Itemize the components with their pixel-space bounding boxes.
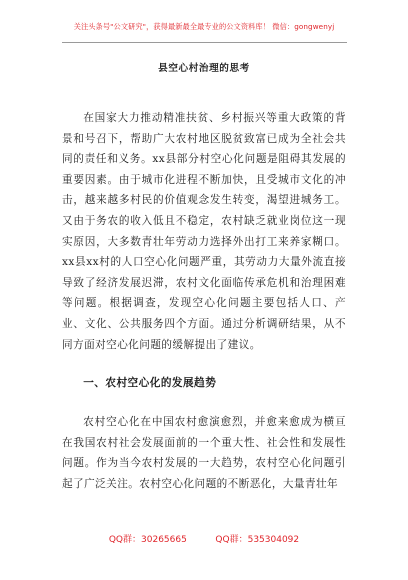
header-banner: 关注头条号"公文研究"，获得最新最全最专业的公文资料库！ 微信：gongwenyj [73,22,335,31]
intro-paragraph: 在国家大力推动精准扶贫、乡村振兴等重大政策的背景和号召下，帮助广大农村地区脱贫致富已成为全社会共同的责任和义务。xx县部分村空心化问题是阻碍其发展的重要因素。由于城市化进程不断加快，且受城市文化的冲击，越来越多村民的价值观念发生转变，渴望进城务工。又由于务农的收入低且不稳定，农村缺乏就业岗位这一现实原因，大多数青壮年劳动力选择外出打工来养家糊口。xx县xx村的人口空心化问题严重，其劳动力大量外流直接导致了经济发展迟滞，农村文化面临传承危机和治理困难等问题。根据调查，发现空心化问题主要包括人口、产业、文化、公共服务四个方面。通过分析调研结果，从不同方面对空心化问题的缓解提出了建议。 [62,112,346,351]
document-body [62,108,346,495]
section-heading: 一、农村空心化的发展趋势 [83,377,217,390]
header-divider [62,42,347,43]
footer-contact: QQ群：30265665 QQ群：535304092 [108,535,300,545]
document-title: 县空心村治理的思考 [158,63,250,74]
section-paragraph: 农村空心化在中国农村愈演愈烈，并愈来愈成为横亘在我国农村社会发展面前的一个重大性、社会性和发展性问题。作为当今农村发展的一大趋势，农村空心化问题引起了广泛关注。农村空心化问题的不断恶化，大量青壮年 [62,416,346,490]
